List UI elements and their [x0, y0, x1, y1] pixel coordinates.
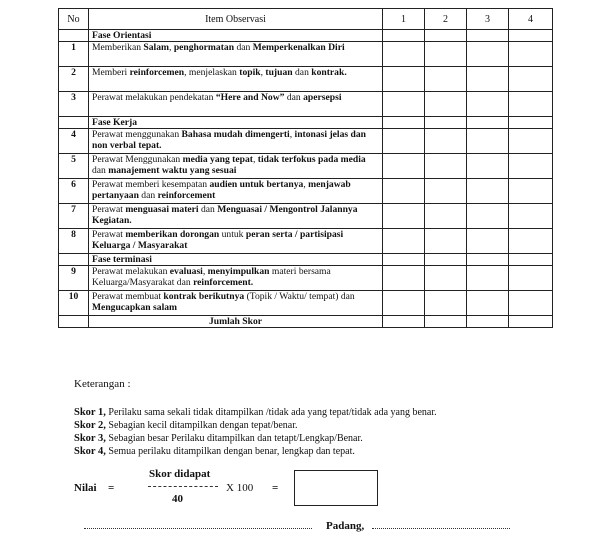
score-cell[interactable] [383, 129, 425, 154]
item-text: Memberikan Salam, penghormatan dan Memperkenalkan Diri [89, 42, 383, 67]
score-cell[interactable] [425, 42, 467, 67]
score-cell[interactable] [383, 179, 425, 204]
place-label: Padang, [326, 520, 365, 532]
table-row [59, 266, 553, 291]
table-row [59, 92, 553, 117]
total-cell[interactable] [467, 316, 509, 328]
section-no [59, 254, 89, 266]
score-cell[interactable] [509, 67, 553, 92]
table-header-row [59, 9, 553, 30]
score-cell[interactable] [467, 129, 509, 154]
header-no: No [59, 9, 89, 30]
fraction-denominator: 40 [172, 493, 183, 505]
table-row [59, 204, 553, 229]
score-cell[interactable] [509, 266, 553, 291]
item-number: 3 [59, 92, 89, 117]
equals-sign: = [108, 482, 115, 494]
header-item: Item Observasi [89, 9, 383, 30]
score-cell[interactable] [509, 30, 553, 42]
table-row [59, 179, 553, 204]
score-cell[interactable] [383, 204, 425, 229]
score-cell[interactable] [509, 42, 553, 67]
score-legend-label: Skor 2, [74, 420, 106, 431]
item-number: 5 [59, 154, 89, 179]
score-cell[interactable] [509, 254, 553, 266]
score-legend-item [74, 420, 298, 432]
section-label: Fase terminasi [89, 254, 383, 266]
fraction-numerator: Skor didapat [149, 468, 211, 480]
item-text: Perawat membuat kontrak berikutnya (Topik / Waktu/ tempat) dan Mengucapkan salam [89, 291, 383, 316]
score-cell[interactable] [383, 30, 425, 42]
score-cell[interactable] [467, 204, 509, 229]
total-no [59, 316, 89, 328]
score-cell[interactable] [383, 42, 425, 67]
score-cell[interactable] [467, 179, 509, 204]
total-cell[interactable] [383, 316, 425, 328]
score-legend-text: Sebagian kecil ditampilkan dengan tepat/benar. [108, 420, 298, 431]
section-no [59, 30, 89, 42]
score-cell[interactable] [425, 229, 467, 254]
item-number: 8 [59, 229, 89, 254]
item-number: 7 [59, 204, 89, 229]
score-cell[interactable] [467, 67, 509, 92]
table-row [59, 67, 553, 92]
item-text: Perawat Menggunakan media yang tepat, tidak terfokus pada media dan manajement waktu yang sesuai [89, 154, 383, 179]
item-number: 9 [59, 266, 89, 291]
score-cell[interactable] [467, 266, 509, 291]
nilai-label: Nilai [74, 482, 97, 494]
score-cell[interactable] [383, 154, 425, 179]
table-body [59, 30, 553, 328]
item-text: Perawat menggunakan Bahasa mudah dimengerti, intonasi jelas dan non verbal tepat. [89, 129, 383, 154]
total-label: Jumlah Skor [89, 316, 383, 328]
table-row [59, 129, 553, 154]
item-text: Memberi reinforcemen, menjelaskan topik, tujuan dan kontrak. [89, 67, 383, 92]
score-cell[interactable] [509, 179, 553, 204]
table-row [59, 42, 553, 67]
total-cell[interactable] [509, 316, 553, 328]
score-cell[interactable] [467, 117, 509, 129]
score-cell[interactable] [509, 117, 553, 129]
score-cell[interactable] [425, 30, 467, 42]
item-number: 10 [59, 291, 89, 316]
item-text: Perawat melakukan pendekatan “Here and Now” dan apersepsi [89, 92, 383, 117]
score-cell[interactable] [509, 92, 553, 117]
score-cell[interactable] [383, 117, 425, 129]
score-cell[interactable] [509, 204, 553, 229]
score-legend-item [74, 407, 437, 419]
date-line[interactable] [372, 528, 510, 529]
score-legend-text: Semua perilaku ditampilkan dengan benar, lengkap dan tepat. [108, 446, 355, 457]
score-cell[interactable] [467, 154, 509, 179]
header-score-4: 4 [509, 9, 553, 30]
score-legend-text: Perilaku sama sekali tidak ditampilkan /tidak ada yang tepat/tidak ada yang benar. [108, 407, 437, 418]
score-cell[interactable] [383, 229, 425, 254]
item-text: Perawat menguasai materi dan Menguasai / Mengontrol Jalannya Kegiatan. [89, 204, 383, 229]
score-cell[interactable] [425, 266, 467, 291]
score-cell[interactable] [509, 154, 553, 179]
score-cell[interactable] [425, 154, 467, 179]
section-label: Fase Orientasi [89, 30, 383, 42]
header-score-1: 1 [383, 9, 425, 30]
section-no [59, 117, 89, 129]
score-cell[interactable] [383, 254, 425, 266]
fraction-line [148, 486, 218, 487]
score-cell[interactable] [425, 129, 467, 154]
score-cell[interactable] [467, 291, 509, 316]
score-cell[interactable] [467, 229, 509, 254]
section-label: Fase Kerja [89, 117, 383, 129]
score-cell[interactable] [425, 204, 467, 229]
score-cell[interactable] [425, 291, 467, 316]
score-cell[interactable] [425, 92, 467, 117]
score-cell[interactable] [509, 129, 553, 154]
score-cell[interactable] [425, 67, 467, 92]
item-number: 4 [59, 129, 89, 154]
item-text: Perawat memberikan dorongan untuk peran serta / partisipasi Keluarga / Masyarakat [89, 229, 383, 254]
keterangan-title: Keterangan : [74, 378, 131, 390]
table-row [59, 154, 553, 179]
section-row [59, 117, 553, 129]
table-row [59, 291, 553, 316]
score-cell[interactable] [467, 30, 509, 42]
section-row [59, 254, 553, 266]
score-cell[interactable] [383, 291, 425, 316]
observation-table [58, 8, 553, 328]
score-cell[interactable] [383, 266, 425, 291]
score-legend-label: Skor 1, [74, 407, 106, 418]
score-legend-item [74, 433, 363, 445]
score-legend-label: Skor 3, [74, 433, 106, 444]
header-score-2: 2 [425, 9, 467, 30]
item-number: 2 [59, 67, 89, 92]
score-cell[interactable] [383, 92, 425, 117]
score-legend-item [74, 446, 355, 458]
item-number: 1 [59, 42, 89, 67]
item-text: Perawat memberi kesempatan audien untuk bertanya, menjawab pertanyaan dan reinforcement [89, 179, 383, 204]
header-score-3: 3 [467, 9, 509, 30]
score-cell[interactable] [467, 254, 509, 266]
equals-sign-2: = [272, 482, 279, 494]
score-cell[interactable] [383, 67, 425, 92]
signature-line-left[interactable] [84, 528, 312, 529]
section-row [59, 30, 553, 42]
score-legend-label: Skor 4, [74, 446, 106, 457]
score-cell[interactable] [425, 117, 467, 129]
table-row [59, 229, 553, 254]
score-cell[interactable] [425, 179, 467, 204]
multiplier: X 100 [226, 482, 254, 494]
score-cell[interactable] [425, 254, 467, 266]
item-number: 6 [59, 179, 89, 204]
score-legend-text: Sebagian besar Perilaku ditampilkan dan tetapt/Lengkap/Benar. [108, 433, 363, 444]
score-cell[interactable] [467, 92, 509, 117]
result-box[interactable] [294, 470, 378, 506]
score-cell[interactable] [509, 229, 553, 254]
score-cell[interactable] [467, 42, 509, 67]
item-text: Perawat melakukan evaluasi, menyimpulkan materi bersama Keluarga/Masyarakat dan reinforcement. [89, 266, 383, 291]
score-cell[interactable] [509, 291, 553, 316]
total-cell[interactable] [425, 316, 467, 328]
total-row [59, 316, 553, 328]
